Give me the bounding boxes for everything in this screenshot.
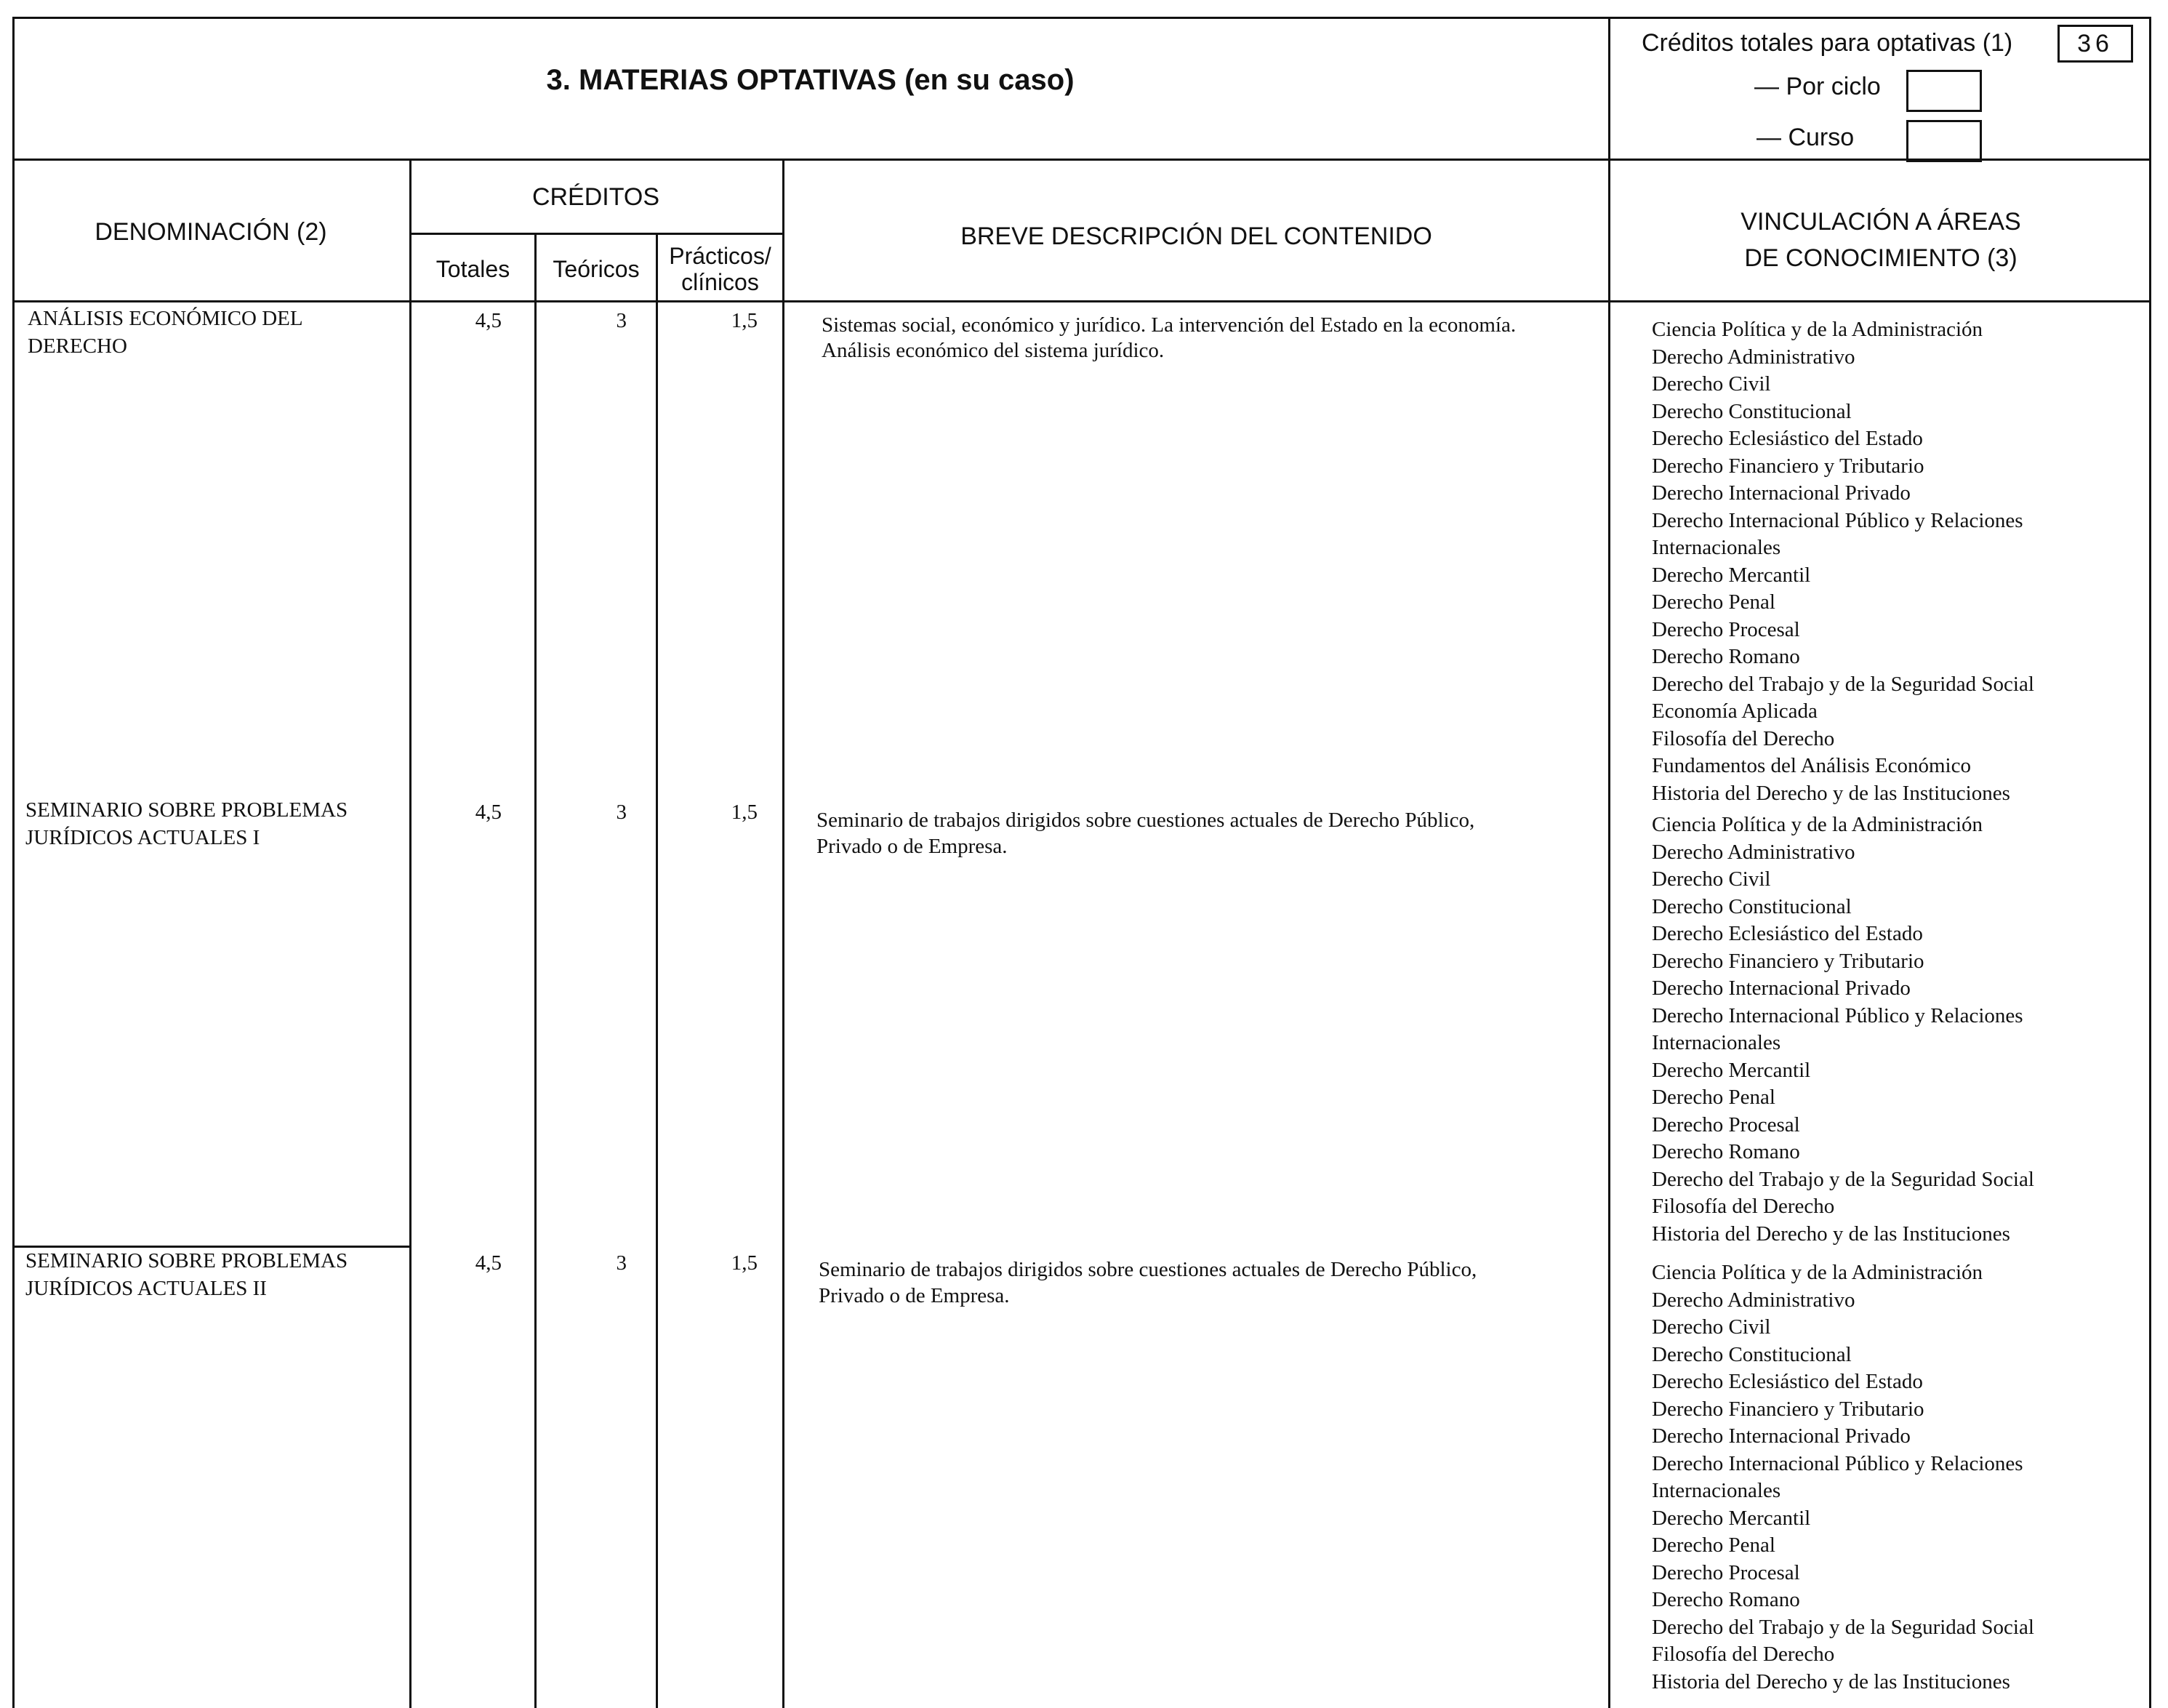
row2-area: Derecho Procesal: [1652, 1112, 1800, 1136]
row1-descripcion: [822, 313, 1516, 364]
row1-area: Derecho Civil: [1652, 372, 1771, 396]
row1-practicos: 1,5: [731, 309, 758, 332]
row3-areas: [1652, 1259, 2034, 1696]
row2-area: Ciencia Política y de la Administración: [1652, 813, 1983, 836]
row3-area: Derecho Romano: [1652, 1588, 1800, 1611]
row2-denominacion-line1: SEMINARIO SOBRE PROBLEMAS: [25, 798, 348, 822]
rule-col-practicos: [782, 159, 784, 1708]
row3-area: Derecho Mercantil: [1652, 1506, 1811, 1530]
curso-box: [1906, 120, 1982, 162]
header-practicos-line2: clínicos: [681, 269, 759, 295]
row3-denominacion: [25, 1248, 348, 1302]
row2-area: Derecho Administrativo: [1652, 840, 1855, 864]
row3-area: Derecho Civil: [1652, 1315, 1771, 1339]
header-vinculacion-line2: DE CONOCIMIENTO (3): [1744, 244, 2018, 272]
row1-descripcion-line2: Análisis económico del sistema jurídico.: [822, 339, 1165, 362]
row1-descripcion-line1: Sistemas social, económico y jurídico. La intervención del Estado en la economía.: [822, 313, 1517, 337]
rule-header-bottom: [12, 159, 2151, 161]
row3-denominacion-line2: JURÍDICOS ACTUALES II: [25, 1276, 267, 1300]
rule-col-teoricos: [656, 233, 658, 1708]
row1-teoricos: 3: [616, 309, 627, 332]
row1-area: Derecho Procesal: [1652, 617, 1800, 641]
row1-totales: 4,5: [475, 309, 502, 332]
row3-area: Derecho Procesal: [1652, 1560, 1800, 1584]
row3-area: Derecho Financiero y Tributario: [1652, 1397, 1924, 1421]
row1-area: Fundamentos del Análisis Económico: [1652, 754, 1971, 777]
creditos-totales-value: 36: [2057, 25, 2133, 63]
row3-area: Derecho Eclesiástico del Estado: [1652, 1370, 1923, 1393]
header-vinculacion-line1: VINCULACIÓN A ÁREAS: [1741, 208, 2021, 236]
header-practicos: [658, 243, 782, 295]
page-title: [12, 64, 1608, 97]
row3-descripcion: [819, 1256, 1477, 1309]
row3-totales: 4,5: [475, 1251, 502, 1275]
creditos-totales-label: Créditos totales para optativas (1): [1642, 29, 2013, 57]
row3-denominacion-line1: SEMINARIO SOBRE PROBLEMAS: [25, 1249, 348, 1272]
row2-area: Filosofía del Derecho: [1652, 1195, 1835, 1218]
row2-denominacion-line2: JURÍDICOS ACTUALES I: [25, 825, 260, 849]
row1-area: Derecho Mercantil: [1652, 563, 1811, 587]
row1-area: Derecho Romano: [1652, 645, 1800, 668]
row2-area: Derecho Constitucional: [1652, 894, 1852, 918]
row1-area: Ciencia Política y de la Administración: [1652, 318, 1983, 341]
rule-col-totales: [534, 233, 537, 1708]
row3-area: Historia del Derecho y de las Instituciones: [1652, 1669, 2010, 1693]
row1-area: Derecho Constitucional: [1652, 399, 1852, 423]
row3-area: Derecho del Trabajo y de la Seguridad Social: [1652, 1615, 2034, 1639]
row1-area: Internacionales: [1652, 536, 1781, 559]
row3-practicos: 1,5: [731, 1251, 758, 1275]
row1-denominacion-line1: ANÁLISIS ECONÓMICO DEL: [28, 307, 303, 330]
por-ciclo-label: — Por ciclo: [1754, 73, 1881, 100]
row3-area: Derecho Constitucional: [1652, 1342, 1852, 1366]
row3-descripcion-line1: Seminario de trabajos dirigidos sobre cuestiones actuales de Derecho Público,: [819, 1258, 1477, 1281]
row2-area: Derecho del Trabajo y de la Seguridad Social: [1652, 1167, 2034, 1191]
row2-area: Derecho Internacional Privado: [1652, 977, 1911, 1000]
row2-area: Derecho Romano: [1652, 1140, 1800, 1163]
row2-area: Derecho Civil: [1652, 867, 1771, 891]
row1-area: Derecho Internacional Privado: [1652, 481, 1911, 505]
header-practicos-line1: Prácticos/: [669, 243, 771, 269]
row2-descripcion-line1: Seminario de trabajos dirigidos sobre cuestiones actuales de Derecho Público,: [816, 809, 1475, 832]
header-descripcion: BREVE DESCRIPCIÓN DEL CONTENIDO: [960, 222, 1432, 250]
row2-practicos: 1,5: [731, 801, 758, 824]
row2-area: Derecho Financiero y Tributario: [1652, 949, 1924, 973]
row2-denominacion: [25, 797, 348, 851]
row1-areas: [1652, 316, 2034, 807]
header-teoricos: Teóricos: [553, 256, 640, 282]
row2-area: Historia del Derecho y de las Instituciones: [1652, 1222, 2010, 1246]
row3-area: Ciencia Política y de la Administración: [1652, 1261, 1983, 1284]
row1-denominacion: [28, 305, 303, 360]
row1-area: Derecho del Trabajo y de la Seguridad Social: [1652, 672, 2034, 696]
row2-totales: 4,5: [475, 801, 502, 824]
row1-area: Derecho Internacional Público y Relaciones: [1652, 508, 2023, 532]
por-ciclo-box: [1906, 70, 1982, 112]
row2-area: Derecho Mercantil: [1652, 1058, 1811, 1082]
rule-colheader-bottom: [12, 300, 2151, 302]
row1-denominacion-line2: DERECHO: [28, 334, 127, 358]
row3-area: Internacionales: [1652, 1479, 1781, 1502]
row3-area: Derecho Administrativo: [1652, 1288, 1855, 1312]
rule-creditos-split: [409, 233, 784, 235]
row3-area: Derecho Penal: [1652, 1533, 1775, 1557]
header-denominacion: DENOMINACIÓN (2): [95, 218, 327, 246]
header-creditos: CRÉDITOS: [531, 183, 660, 211]
rule-col-denominacion: [409, 159, 411, 1708]
row3-area: Filosofía del Derecho: [1652, 1643, 1835, 1666]
row1-area: Derecho Eclesiástico del Estado: [1652, 427, 1923, 450]
title-main: 3. MATERIAS OPTATIVAS: [546, 64, 896, 96]
row2-descripcion: [816, 807, 1474, 859]
row3-teoricos: 3: [616, 1251, 627, 1275]
row1-area: Historia del Derecho y de las Instituciones: [1652, 781, 2010, 805]
header-vinculacion: [1610, 204, 2151, 276]
row1-area: Derecho Financiero y Tributario: [1652, 454, 1924, 478]
row3-area: Derecho Internacional Privado: [1652, 1424, 1911, 1448]
row1-area: Filosofía del Derecho: [1652, 726, 1835, 750]
row3-area: Derecho Internacional Público y Relaciones: [1652, 1451, 2023, 1475]
row3-descripcion-line2: Privado o de Empresa.: [819, 1284, 1010, 1307]
header-totales: Totales: [435, 256, 510, 282]
row2-area: Derecho Internacional Público y Relaciones: [1652, 1003, 2023, 1027]
row2-area: Derecho Eclesiástico del Estado: [1652, 922, 1923, 945]
row2-areas: [1652, 811, 2034, 1248]
row2-area: Derecho Penal: [1652, 1086, 1775, 1109]
row1-area: Derecho Penal: [1652, 590, 1775, 614]
row1-area: Economía Aplicada: [1652, 699, 1818, 723]
row2-teoricos: 3: [616, 801, 627, 824]
row2-area: Internacionales: [1652, 1031, 1781, 1054]
row1-area: Derecho Administrativo: [1652, 345, 1855, 369]
curso-label: — Curso: [1757, 124, 1855, 151]
title-suffix: (en su caso): [904, 64, 1075, 96]
row2-descripcion-line2: Privado o de Empresa.: [816, 835, 1008, 858]
